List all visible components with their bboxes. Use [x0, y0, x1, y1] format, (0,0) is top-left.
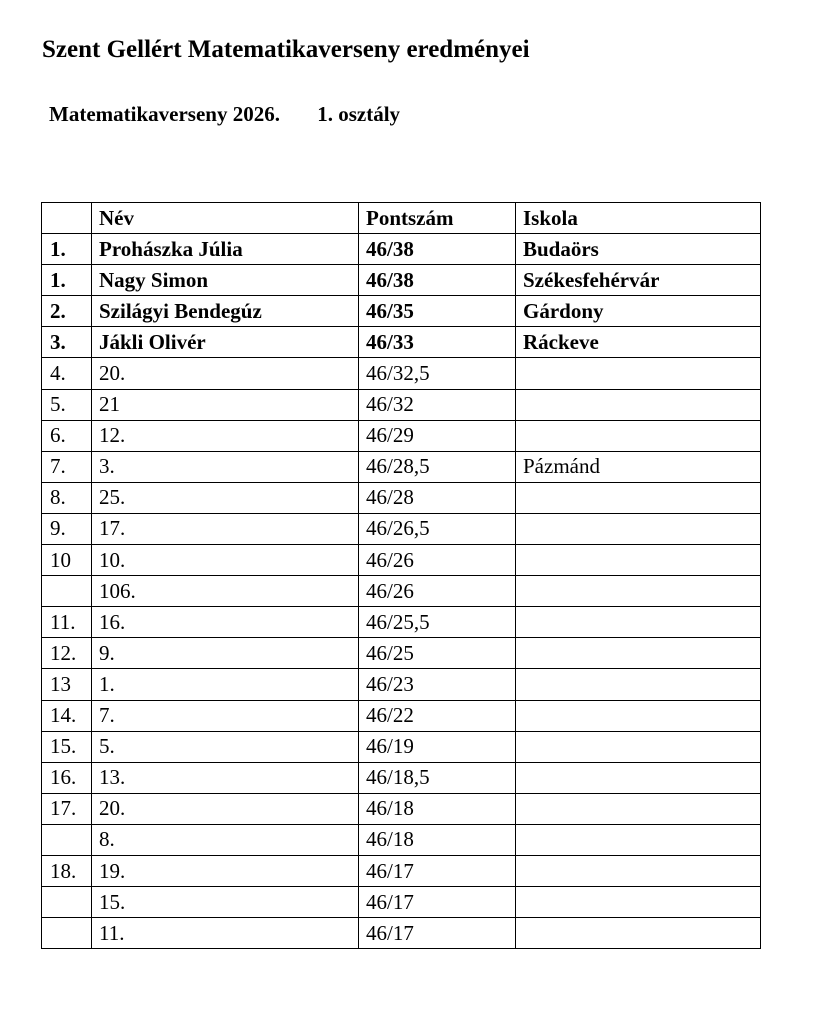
- name-cell: 7.: [92, 700, 359, 731]
- subtitle: [49, 102, 400, 127]
- name-cell: 20.: [92, 793, 359, 824]
- score-cell: 46/17: [359, 918, 516, 949]
- table-row: [42, 482, 761, 513]
- rank-cell: 4.: [42, 358, 92, 389]
- school-cell: [516, 793, 761, 824]
- table-row: [42, 327, 761, 358]
- score-cell: 46/22: [359, 700, 516, 731]
- rank-cell: 3.: [42, 327, 92, 358]
- score-cell: 46/28,5: [359, 451, 516, 482]
- score-cell: 46/19: [359, 731, 516, 762]
- table-row: [42, 638, 761, 669]
- rank-cell: 15.: [42, 731, 92, 762]
- header-school: Iskola: [516, 203, 761, 234]
- page-title: Szent Gellért Matematikaverseny eredményei: [42, 36, 530, 63]
- name-cell: 13.: [92, 762, 359, 793]
- header-rank: [42, 203, 92, 234]
- rank-cell: 7.: [42, 451, 92, 482]
- table-row: [42, 513, 761, 544]
- table-row: [42, 762, 761, 793]
- name-cell: 21: [92, 389, 359, 420]
- table-row: [42, 607, 761, 638]
- rank-cell: 9.: [42, 513, 92, 544]
- school-cell: [516, 545, 761, 576]
- rank-cell: 1.: [42, 265, 92, 296]
- header-name: Név: [92, 203, 359, 234]
- table-row: [42, 793, 761, 824]
- name-cell: 106.: [92, 576, 359, 607]
- rank-cell: [42, 576, 92, 607]
- school-cell: Ráckeve: [516, 327, 761, 358]
- score-cell: 46/26: [359, 545, 516, 576]
- results-table: [41, 202, 761, 949]
- rank-cell: 5.: [42, 389, 92, 420]
- name-cell: 11.: [92, 918, 359, 949]
- score-cell: 46/17: [359, 855, 516, 886]
- school-cell: [516, 887, 761, 918]
- score-cell: 46/25: [359, 638, 516, 669]
- rank-cell: 11.: [42, 607, 92, 638]
- rank-cell: 12.: [42, 638, 92, 669]
- school-cell: [516, 824, 761, 855]
- name-cell: 1.: [92, 669, 359, 700]
- header-score: Pontszám: [359, 203, 516, 234]
- rank-cell: [42, 824, 92, 855]
- school-cell: [516, 855, 761, 886]
- class-label: 1. osztály: [317, 102, 401, 126]
- school-cell: [516, 918, 761, 949]
- table-row: [42, 451, 761, 482]
- table-row: [42, 545, 761, 576]
- school-cell: [516, 638, 761, 669]
- school-cell: [516, 576, 761, 607]
- rank-cell: 8.: [42, 482, 92, 513]
- school-cell: [516, 607, 761, 638]
- table-row: [42, 420, 761, 451]
- table-row: [42, 296, 761, 327]
- score-cell: 46/28: [359, 482, 516, 513]
- rank-cell: 2.: [42, 296, 92, 327]
- score-cell: 46/17: [359, 887, 516, 918]
- score-cell: 46/32: [359, 389, 516, 420]
- score-cell: 46/33: [359, 327, 516, 358]
- name-cell: Szilágyi Bendegúz: [92, 296, 359, 327]
- table-row: [42, 700, 761, 731]
- school-cell: Budaörs: [516, 234, 761, 265]
- score-cell: 46/25,5: [359, 607, 516, 638]
- school-cell: Székesfehérvár: [516, 265, 761, 296]
- school-cell: [516, 700, 761, 731]
- table-row: [42, 265, 761, 296]
- name-cell: 15.: [92, 887, 359, 918]
- name-cell: 5.: [92, 731, 359, 762]
- school-cell: [516, 482, 761, 513]
- school-cell: Gárdony: [516, 296, 761, 327]
- name-cell: Nagy Simon: [92, 265, 359, 296]
- rank-cell: [42, 918, 92, 949]
- school-cell: [516, 669, 761, 700]
- school-cell: [516, 420, 761, 451]
- name-cell: 16.: [92, 607, 359, 638]
- table-row: [42, 234, 761, 265]
- name-cell: 17.: [92, 513, 359, 544]
- name-cell: 8.: [92, 824, 359, 855]
- score-cell: 46/35: [359, 296, 516, 327]
- score-cell: 46/23: [359, 669, 516, 700]
- table-row: [42, 731, 761, 762]
- school-cell: [516, 731, 761, 762]
- table-row: [42, 824, 761, 855]
- score-cell: 46/26: [359, 576, 516, 607]
- rank-cell: 18.: [42, 855, 92, 886]
- score-cell: 46/38: [359, 265, 516, 296]
- header-row: [42, 203, 761, 234]
- score-cell: 46/18: [359, 793, 516, 824]
- rank-cell: 10: [42, 545, 92, 576]
- name-cell: 3.: [92, 451, 359, 482]
- score-cell: 46/32,5: [359, 358, 516, 389]
- rank-cell: 6.: [42, 420, 92, 451]
- school-cell: [516, 358, 761, 389]
- rank-cell: 1.: [42, 234, 92, 265]
- name-cell: 12.: [92, 420, 359, 451]
- table-row: [42, 669, 761, 700]
- table-row: [42, 855, 761, 886]
- school-cell: [516, 762, 761, 793]
- rank-cell: 14.: [42, 700, 92, 731]
- name-cell: 10.: [92, 545, 359, 576]
- table-row: [42, 389, 761, 420]
- results-body: [42, 234, 761, 949]
- school-cell: [516, 389, 761, 420]
- rank-cell: 17.: [42, 793, 92, 824]
- rank-cell: 16.: [42, 762, 92, 793]
- competition-name: Matematikaverseny 2026.: [49, 102, 280, 126]
- table-row: [42, 576, 761, 607]
- score-cell: 46/29: [359, 420, 516, 451]
- name-cell: 19.: [92, 855, 359, 886]
- score-cell: 46/18,5: [359, 762, 516, 793]
- table-row: [42, 358, 761, 389]
- name-cell: 9.: [92, 638, 359, 669]
- name-cell: 20.: [92, 358, 359, 389]
- rank-cell: 13: [42, 669, 92, 700]
- score-cell: 46/38: [359, 234, 516, 265]
- score-cell: 46/26,5: [359, 513, 516, 544]
- name-cell: Prohászka Júlia: [92, 234, 359, 265]
- school-cell: [516, 513, 761, 544]
- table-row: [42, 918, 761, 949]
- school-cell: Pázmánd: [516, 451, 761, 482]
- rank-cell: [42, 887, 92, 918]
- name-cell: 25.: [92, 482, 359, 513]
- score-cell: 46/18: [359, 824, 516, 855]
- table-row: [42, 887, 761, 918]
- name-cell: Jákli Olivér: [92, 327, 359, 358]
